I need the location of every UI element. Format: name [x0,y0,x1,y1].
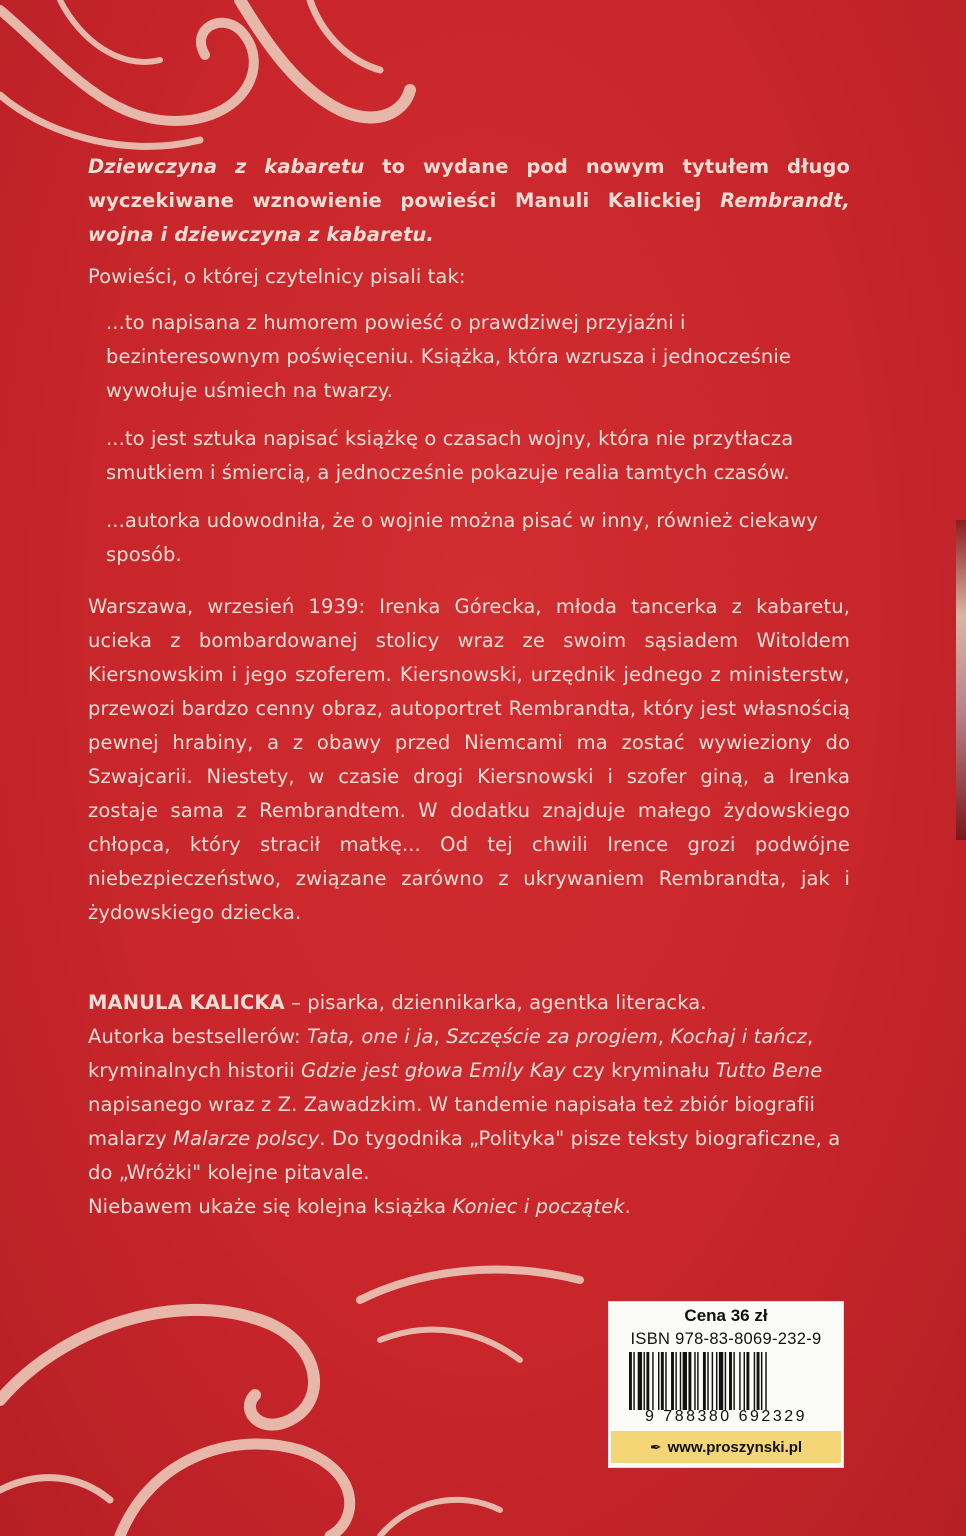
bio-text: , kryminalnych historii [88,1025,814,1082]
book-title: Tutto Bene [715,1059,823,1082]
barcode-bar [729,1352,732,1410]
price-barcode-box [608,1301,844,1468]
bio-text: Autorka bestsellerów: [88,1025,307,1048]
bio-line-1 [88,986,850,1020]
quote-3: ...autorka udowodniła, że o wojnie można pisać w inny, również ciekawy sposób. [106,509,818,566]
author-name: MANULA KALICKA [88,991,285,1014]
barcode-bar [646,1352,649,1410]
barcode-bar [725,1352,726,1410]
book-title: Koniec i początek [452,1195,625,1218]
barcode-bar [746,1352,749,1410]
feather-icon: ✒ [649,1438,662,1455]
intro-old-title: Rembrandt, wojna i dziewczyna z kabaretu. [88,189,850,246]
barcode-bar [757,1352,760,1410]
barcode-bar [665,1352,666,1410]
book-title: Gdzie jest głowa Emily Kay [300,1059,566,1082]
bio-intro: – pisarka, dziennikarka, agentka literacka. [284,991,707,1014]
barcode-bar [733,1352,734,1410]
barcode-bar [707,1352,708,1410]
publisher-band [611,1431,841,1463]
barcode [627,1352,827,1410]
barcode-bar [644,1352,645,1410]
barcode-number: 9 788380 692329 [644,1408,808,1425]
barcode-bar [658,1352,659,1410]
book-title: Tata, one i ja [306,1025,434,1048]
quote-2: ...to jest sztuka napisać książkę o czasach wojny, która nie przytłacza smutkiem i śmiercią, a jednocześnie pokazuje realia tamtych czasów. [106,427,794,484]
bio-text: . Do tygodnika „Polityka" pisze teksty biograficzne, a do „Wróżki" kolejne pitavale. [88,1127,841,1184]
bio-text: , [657,1025,671,1048]
reviews-lead: Powieści, o której czytelnicy pisali tak: [88,265,466,288]
barcode-bar [703,1352,706,1410]
intro-title: Dziewczyna z kabaretu [88,155,365,178]
author-bio [88,986,850,1224]
bottom-swirl-ornament [0,1260,600,1536]
barcode-bar [765,1352,766,1410]
barcode-bar [638,1352,642,1410]
book-title: Kochaj i tańcz [670,1025,808,1048]
publisher-url: www.proszynski.pl [667,1438,803,1456]
bio-text: . [624,1195,631,1218]
book-title: Szczęście za progiem [446,1025,658,1048]
barcode-bar [719,1352,723,1410]
right-edge-strip [956,520,966,840]
barcode-bar [661,1352,664,1410]
barcode-bar [739,1352,740,1410]
barcode-bar [688,1352,691,1410]
bio-text: Niebawem ukaże się kolejna książka [88,1195,453,1218]
barcode-bar [697,1352,698,1410]
book-title: Malarze polscy [173,1127,320,1150]
barcode-bar [680,1352,681,1410]
bio-upcoming [88,1190,850,1224]
intro-paragraph [88,150,850,252]
intro-text: to wydane pod nowym tytułem długo wyczekiwane wznowienie powieści Manuli Kalickiej [88,155,850,212]
barcode-bar [712,1352,713,1410]
barcode-bar [683,1352,687,1410]
barcode-bar [633,1352,634,1410]
reader-quotes [106,306,846,586]
barcode-bar [675,1352,676,1410]
isbn-label: ISBN 978-83-8069-232-9 [630,1330,822,1348]
bio-bestsellers [88,1020,850,1190]
barcode-bar [652,1352,653,1410]
barcode-bar [694,1352,695,1410]
barcode-bar [716,1352,717,1410]
quote-1: ...to napisana z humorem powieść o prawdziwej przyjaźni i bezinteresownym poświęceniu. Książka, która wzrusza i jednocześnie wywołuje uśmiech na twarzy. [106,311,791,402]
barcode-bar [744,1352,745,1410]
bio-text: czy kryminału [565,1059,716,1082]
bio-text: , [433,1025,447,1048]
price-label: Cena 36 zł [684,1306,768,1325]
story-synopsis: Warszawa, wrzesień 1939: Irenka Górecka, młoda tancerka z kabaretu, ucieka z bombardowanej stolicy wraz ze swoim sąsiadem Witoldem Kiersnowskim i jego szoferem. Kiersnowski, urzędnik jednego z ministerstw, przewozi bardzo cenny obraz, autoportret Rembrandta, który jest własnością pewnej hrabiny, a z obawy przed Niemcami ma zostać wywieziony do Szwajcarii. Niestety, w czasie drogi Kiersnowski i szofer giną, a Irenka zostaje sama z Rembrandtem. W dodatku znajduje małego żydowskiego chłopca, który stracił matkę... Od tej chwili Irence grozi podwójne niebezpieczeństwo, związane zarówno z ukrywaniem Rembrandta, jak i żydowskiego dziecka. [88,595,850,924]
barcode-bar [629,1352,632,1410]
top-swirl-ornament [0,0,420,170]
bio-text: napisanego wraz z Z. Zawadzkim. W tandemie napisała też zbiór biografii malarzy [88,1093,815,1150]
barcode-bar [671,1352,674,1410]
barcode-bar [754,1352,755,1410]
barcode-bar [761,1352,762,1410]
